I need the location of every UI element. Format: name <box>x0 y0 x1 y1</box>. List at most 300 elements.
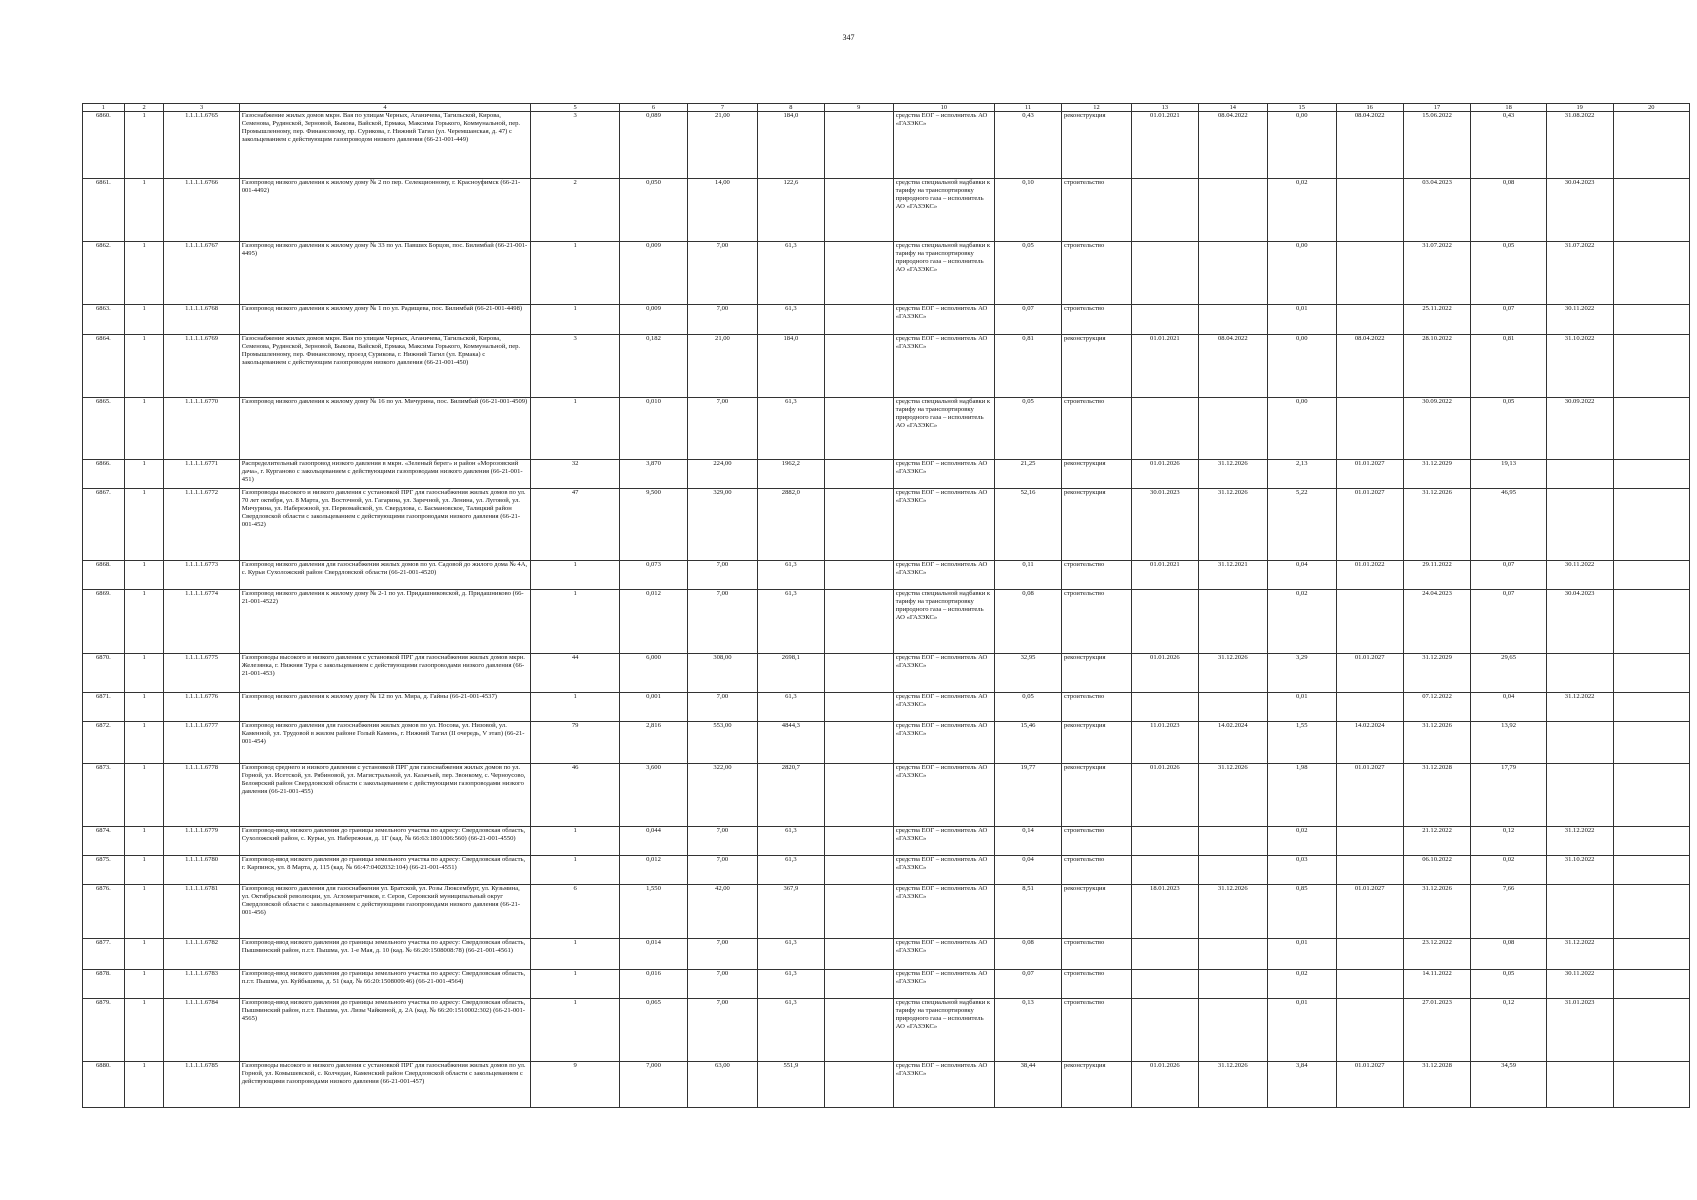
cell-7: 7,00 <box>687 590 757 654</box>
cell-18: 0,05 <box>1471 398 1546 460</box>
cell-19: 31.10.2022 <box>1546 335 1613 398</box>
cell-17: 31.12.2029 <box>1403 654 1471 693</box>
cell-8: 61,3 <box>757 590 824 654</box>
column-header-8: 8 <box>757 104 824 112</box>
cell-14: 31.12.2026 <box>1198 654 1267 693</box>
funding-source-cell: средства ЕОГ – исполнитель АО «ГАЗЭКС» <box>893 722 994 764</box>
cell-6: 0,089 <box>620 112 688 179</box>
cell-19: 30.09.2022 <box>1546 398 1613 460</box>
group-cell: 1 <box>124 305 164 335</box>
row-number-cell: 6878. <box>83 970 125 999</box>
cell-14: 08.04.2022 <box>1198 112 1267 179</box>
funding-source-cell: средства ЕОГ – исполнитель АО «ГАЗЭКС» <box>893 489 994 561</box>
cell-18: 13,92 <box>1471 722 1546 764</box>
cell-19: 31.12.2022 <box>1546 693 1613 722</box>
cell-17: 31.12.2029 <box>1403 460 1471 489</box>
cell-18: 19,13 <box>1471 460 1546 489</box>
cell-8: 61,3 <box>757 693 824 722</box>
cell-5: 1 <box>531 561 620 590</box>
cell-9 <box>824 856 893 885</box>
cell-8: 1962,2 <box>757 460 824 489</box>
cell-13: 11.01.2023 <box>1131 722 1198 764</box>
cell-19: 31.10.2022 <box>1546 856 1613 885</box>
cell-13: 01.01.2021 <box>1131 335 1198 398</box>
cell-8: 184,0 <box>757 112 824 179</box>
funding-source-cell: средства ЕОГ – исполнитель АО «ГАЗЭКС» <box>893 970 994 999</box>
row-number-cell: 6872. <box>83 722 125 764</box>
cell-7: 42,00 <box>687 885 757 939</box>
cell-9 <box>824 561 893 590</box>
cell-9 <box>824 693 893 722</box>
column-header-18: 18 <box>1471 104 1546 112</box>
cell-19: 30.11.2022 <box>1546 970 1613 999</box>
work-type-cell: строительство <box>1061 398 1131 460</box>
cell-16: 01.01.2027 <box>1336 1062 1403 1108</box>
project-name-cell: Газопровод среднего и низкого давления с установкой ПРГ для газоснабжения жилых домов по ул. Горной, ул. Исетской, ул. Рябиновой, ул. Магистральной, ул. Казачьей, пер. Звонкому, с. Черноусово, Белоярский район Свердловской области с закольцеванием с действующими газопроводами низкого давления (66-21-001-455) <box>239 764 531 827</box>
cell-13: 30.01.2023 <box>1131 489 1198 561</box>
cell-17: 31.12.2028 <box>1403 1062 1471 1108</box>
cell-7: 7,00 <box>687 939 757 970</box>
work-type-cell: реконструкция <box>1061 460 1131 489</box>
cell-16 <box>1336 827 1403 856</box>
cell-9 <box>824 722 893 764</box>
cell-9 <box>824 970 893 999</box>
funding-source-cell: средства ЕОГ – исполнитель АО «ГАЗЭКС» <box>893 305 994 335</box>
cell-20 <box>1613 590 1689 654</box>
cell-17: 31.12.2026 <box>1403 489 1471 561</box>
cell-5: 1 <box>531 590 620 654</box>
cell-14 <box>1198 693 1267 722</box>
cell-5: 9 <box>531 1062 620 1108</box>
cell-5: 1 <box>531 242 620 305</box>
work-type-cell: строительство <box>1061 305 1131 335</box>
work-type-cell: реконструкция <box>1061 722 1131 764</box>
cell-9 <box>824 590 893 654</box>
project-name-cell: Газопровод-ввод низкого давления до границы земельного участка по адресу: Свердловская область, Пышминский район, п.г.т. Пышма, ул. 1-е Мая, д. 10 (кад. № 66:20:1508008:78) (66-21-001-4561) <box>239 939 531 970</box>
cell-13 <box>1131 856 1198 885</box>
code-cell: 1.1.1.1.6774 <box>164 590 239 654</box>
cell-11: 15,46 <box>995 722 1062 764</box>
work-type-cell: строительство <box>1061 856 1131 885</box>
cell-15: 1,98 <box>1267 764 1336 827</box>
cell-15: 0,01 <box>1267 305 1336 335</box>
cell-13: 01.01.2021 <box>1131 112 1198 179</box>
cell-19 <box>1546 489 1613 561</box>
code-cell: 1.1.1.1.6781 <box>164 885 239 939</box>
code-cell: 1.1.1.1.6772 <box>164 489 239 561</box>
cell-6: 0,010 <box>620 398 688 460</box>
cell-14 <box>1198 827 1267 856</box>
project-name-cell: Газопровод низкого давления для газоснабжения жилых домов по ул. Носова, ул. Низовой, ул. Каменной, ул. Трудовой в жилом районе Голый Камень, г. Нижний Тагил (II очередь, V этап) (66-21-001-454) <box>239 722 531 764</box>
cell-14: 31.12.2021 <box>1198 561 1267 590</box>
funding-source-cell: средства специальной надбавки к тарифу на транспортировку природного газа – исполнитель АО «ГАЗЭКС» <box>893 999 994 1062</box>
code-cell: 1.1.1.1.6773 <box>164 561 239 590</box>
column-header-11: 11 <box>995 104 1062 112</box>
cell-13: 01.01.2026 <box>1131 460 1198 489</box>
cell-7: 553,00 <box>687 722 757 764</box>
cell-7: 308,00 <box>687 654 757 693</box>
cell-6: 0,012 <box>620 856 688 885</box>
cell-8: 122,6 <box>757 179 824 242</box>
group-cell: 1 <box>124 764 164 827</box>
table-row <box>83 1062 1690 1108</box>
cell-9 <box>824 885 893 939</box>
group-cell: 1 <box>124 722 164 764</box>
row-number-cell: 6863. <box>83 305 125 335</box>
cell-6: 0,012 <box>620 590 688 654</box>
funding-source-cell: средства специальной надбавки к тарифу на транспортировку природного газа – исполнитель АО «ГАЗЭКС» <box>893 179 994 242</box>
cell-18: 0,04 <box>1471 693 1546 722</box>
cell-6: 3,600 <box>620 764 688 827</box>
cell-18: 0,02 <box>1471 856 1546 885</box>
cell-18: 0,81 <box>1471 335 1546 398</box>
cell-11: 0,11 <box>995 561 1062 590</box>
cell-5: 2 <box>531 179 620 242</box>
column-header-16: 16 <box>1336 104 1403 112</box>
cell-14: 31.12.2026 <box>1198 885 1267 939</box>
cell-13 <box>1131 179 1198 242</box>
work-type-cell: реконструкция <box>1061 1062 1131 1108</box>
funding-source-cell: средства ЕОГ – исполнитель АО «ГАЗЭКС» <box>893 939 994 970</box>
cell-16 <box>1336 970 1403 999</box>
cell-14 <box>1198 305 1267 335</box>
table-row <box>83 970 1690 999</box>
cell-16: 01.01.2022 <box>1336 561 1403 590</box>
cell-19 <box>1546 1062 1613 1108</box>
cell-9 <box>824 764 893 827</box>
cell-5: 1 <box>531 827 620 856</box>
cell-19: 31.12.2022 <box>1546 939 1613 970</box>
cell-18: 0,05 <box>1471 242 1546 305</box>
cell-11: 0,07 <box>995 970 1062 999</box>
table-row <box>83 489 1690 561</box>
cell-20 <box>1613 460 1689 489</box>
row-number-cell: 6875. <box>83 856 125 885</box>
cell-14: 31.12.2026 <box>1198 764 1267 827</box>
project-name-cell: Газопровод-ввод низкого давления до границы земельного участка по адресу: Свердловская область, п.г.т. Пышма, ул. Куйбышева, д. 51 (кад. № 66:20:1508009:46) (66-21-001-4564) <box>239 970 531 999</box>
cell-5: 47 <box>531 489 620 561</box>
project-name-cell: Газопровод низкого давления к жилому дому № 33 по ул. Павших Борцов, пос. Билимбай (66-21-001-4495) <box>239 242 531 305</box>
column-header-5: 5 <box>531 104 620 112</box>
column-header-4: 4 <box>239 104 531 112</box>
table-row <box>83 722 1690 764</box>
cell-8: 184,0 <box>757 335 824 398</box>
column-header-14: 14 <box>1198 104 1267 112</box>
code-cell: 1.1.1.1.6779 <box>164 827 239 856</box>
row-number-cell: 6866. <box>83 460 125 489</box>
cell-5: 32 <box>531 460 620 489</box>
group-cell: 1 <box>124 693 164 722</box>
work-type-cell: реконструкция <box>1061 764 1131 827</box>
column-header-6: 6 <box>620 104 688 112</box>
row-number-cell: 6870. <box>83 654 125 693</box>
cell-20 <box>1613 693 1689 722</box>
cell-20 <box>1613 764 1689 827</box>
cell-16 <box>1336 999 1403 1062</box>
cell-19: 30.04.2023 <box>1546 590 1613 654</box>
work-type-cell: строительство <box>1061 561 1131 590</box>
cell-20 <box>1613 1062 1689 1108</box>
cell-13: 01.01.2021 <box>1131 561 1198 590</box>
cell-16 <box>1336 856 1403 885</box>
project-name-cell: Газопровод-ввод низкого давления до границы земельного участка по адресу: Свердловская область, г. Карпинск, ул. 8 Марта, д. 115 (кад. № 66:47:0402032:104) (66-21-001-4551) <box>239 856 531 885</box>
cell-8: 61,3 <box>757 856 824 885</box>
column-header-19: 19 <box>1546 104 1613 112</box>
row-number-cell: 6867. <box>83 489 125 561</box>
cell-5: 1 <box>531 305 620 335</box>
group-cell: 1 <box>124 654 164 693</box>
cell-19 <box>1546 654 1613 693</box>
cell-19: 31.08.2022 <box>1546 112 1613 179</box>
code-cell: 1.1.1.1.6782 <box>164 939 239 970</box>
cell-6: 0,014 <box>620 939 688 970</box>
work-type-cell: строительство <box>1061 179 1131 242</box>
cell-7: 21,00 <box>687 112 757 179</box>
page-number: 347 <box>842 33 855 42</box>
cell-14 <box>1198 999 1267 1062</box>
cell-8: 61,3 <box>757 242 824 305</box>
cell-14: 31.12.2026 <box>1198 460 1267 489</box>
funding-source-cell: средства специальной надбавки к тарифу на транспортировку природного газа – исполнитель АО «ГАЗЭКС» <box>893 590 994 654</box>
group-cell: 1 <box>124 398 164 460</box>
cell-18: 0,08 <box>1471 179 1546 242</box>
table-header <box>83 104 1690 112</box>
table-row <box>83 561 1690 590</box>
cell-8: 61,3 <box>757 999 824 1062</box>
cell-20 <box>1613 722 1689 764</box>
cell-11: 0,05 <box>995 693 1062 722</box>
project-name-cell: Газопровод низкого давления к жилому дому № 2-1 по ул. Придашниковской, д. Придашниково (66-21-001-4522) <box>239 590 531 654</box>
cell-16 <box>1336 305 1403 335</box>
cell-16: 01.01.2027 <box>1336 460 1403 489</box>
row-number-cell: 6860. <box>83 112 125 179</box>
cell-19 <box>1546 722 1613 764</box>
cell-20 <box>1613 970 1689 999</box>
cell-7: 63,00 <box>687 1062 757 1108</box>
cell-9 <box>824 398 893 460</box>
row-number-cell: 6869. <box>83 590 125 654</box>
project-name-cell: Газопроводы высокого и низкого давления с установкой ПРГ для газоснабжения жилых домов мкрн. Железянка, г. Нижняя Тура с закольцеванием с действующими газопроводами низкого давления (66-21-001-453) <box>239 654 531 693</box>
cell-17: 15.06.2022 <box>1403 112 1471 179</box>
cell-11: 52,16 <box>995 489 1062 561</box>
investment-program-table <box>82 103 1690 1108</box>
cell-16 <box>1336 242 1403 305</box>
cell-18: 7,66 <box>1471 885 1546 939</box>
group-cell: 1 <box>124 1062 164 1108</box>
column-header-20: 20 <box>1613 104 1689 112</box>
cell-16: 01.01.2027 <box>1336 489 1403 561</box>
table-row <box>83 827 1690 856</box>
cell-6: 0,065 <box>620 999 688 1062</box>
column-header-15: 15 <box>1267 104 1336 112</box>
cell-6: 6,000 <box>620 654 688 693</box>
code-cell: 1.1.1.1.6770 <box>164 398 239 460</box>
cell-8: 4844,3 <box>757 722 824 764</box>
cell-20 <box>1613 242 1689 305</box>
work-type-cell: строительство <box>1061 970 1131 999</box>
group-cell: 1 <box>124 561 164 590</box>
code-cell: 1.1.1.1.6767 <box>164 242 239 305</box>
cell-7: 7,00 <box>687 242 757 305</box>
cell-18: 0,07 <box>1471 305 1546 335</box>
work-type-cell: реконструкция <box>1061 335 1131 398</box>
cell-16 <box>1336 693 1403 722</box>
cell-18: 34,59 <box>1471 1062 1546 1108</box>
funding-source-cell: средства ЕОГ – исполнитель АО «ГАЗЭКС» <box>893 460 994 489</box>
cell-13 <box>1131 939 1198 970</box>
cell-15: 3,84 <box>1267 1062 1336 1108</box>
cell-13: 01.01.2026 <box>1131 1062 1198 1108</box>
cell-6: 2,816 <box>620 722 688 764</box>
column-header-12: 12 <box>1061 104 1131 112</box>
row-number-cell: 6868. <box>83 561 125 590</box>
cell-15: 0,01 <box>1267 939 1336 970</box>
column-header-13: 13 <box>1131 104 1198 112</box>
code-cell: 1.1.1.1.6778 <box>164 764 239 827</box>
code-cell: 1.1.1.1.6783 <box>164 970 239 999</box>
funding-source-cell: средства ЕОГ – исполнитель АО «ГАЗЭКС» <box>893 1062 994 1108</box>
cell-20 <box>1613 179 1689 242</box>
cell-14 <box>1198 590 1267 654</box>
cell-15: 5,22 <box>1267 489 1336 561</box>
work-type-cell: реконструкция <box>1061 489 1131 561</box>
cell-18: 0,43 <box>1471 112 1546 179</box>
cell-7: 7,00 <box>687 970 757 999</box>
table-row <box>83 590 1690 654</box>
cell-15: 0,02 <box>1267 827 1336 856</box>
cell-9 <box>824 489 893 561</box>
cell-6: 0,182 <box>620 335 688 398</box>
cell-20 <box>1613 856 1689 885</box>
cell-18: 0,12 <box>1471 827 1546 856</box>
cell-8: 367,9 <box>757 885 824 939</box>
cell-17: 29.11.2022 <box>1403 561 1471 590</box>
table-row <box>83 939 1690 970</box>
cell-13: 18.01.2023 <box>1131 885 1198 939</box>
cell-7: 7,00 <box>687 693 757 722</box>
project-name-cell: Газопровод-ввод низкого давления до границы земельного участка по адресу: Свердловская область, Сухоложский район, с. Курьи, ул. Набережная, д. 1Г (кад. № 66:63:1801006:560) (66-21-001-4550) <box>239 827 531 856</box>
code-cell: 1.1.1.1.6766 <box>164 179 239 242</box>
funding-source-cell: средства ЕОГ – исполнитель АО «ГАЗЭКС» <box>893 335 994 398</box>
cell-5: 3 <box>531 112 620 179</box>
cell-5: 44 <box>531 654 620 693</box>
cell-7: 7,00 <box>687 999 757 1062</box>
cell-5: 1 <box>531 970 620 999</box>
work-type-cell: реконструкция <box>1061 885 1131 939</box>
project-name-cell: Газопровод низкого давления к жилому дому № 12 по ул. Мира, д. Гайны (66-21-001-4537) <box>239 693 531 722</box>
cell-16: 01.01.2027 <box>1336 885 1403 939</box>
cell-9 <box>824 1062 893 1108</box>
cell-17: 06.10.2022 <box>1403 856 1471 885</box>
cell-16 <box>1336 590 1403 654</box>
cell-20 <box>1613 398 1689 460</box>
cell-7: 21,00 <box>687 335 757 398</box>
cell-15: 0,02 <box>1267 970 1336 999</box>
group-cell: 1 <box>124 590 164 654</box>
funding-source-cell: средства специальной надбавки к тарифу на транспортировку природного газа – исполнитель АО «ГАЗЭКС» <box>893 398 994 460</box>
cell-11: 0,05 <box>995 398 1062 460</box>
cell-20 <box>1613 305 1689 335</box>
row-number-cell: 6876. <box>83 885 125 939</box>
cell-14 <box>1198 179 1267 242</box>
cell-17: 31.07.2022 <box>1403 242 1471 305</box>
cell-19 <box>1546 460 1613 489</box>
cell-20 <box>1613 999 1689 1062</box>
cell-18: 29,65 <box>1471 654 1546 693</box>
row-number-cell: 6871. <box>83 693 125 722</box>
cell-18: 0,05 <box>1471 970 1546 999</box>
project-name-cell: Газопроводы высокого и низкого давления с установкой ПРГ для газоснабжения жилых домов по ул. Горной, ул. Комышевской, с. Колчедан, Каменский район Свердловской области с закольцеванием с действующими газопроводами низкого давления (66-21-001-457) <box>239 1062 531 1108</box>
cell-15: 0,01 <box>1267 693 1336 722</box>
cell-14 <box>1198 242 1267 305</box>
cell-20 <box>1613 489 1689 561</box>
cell-8: 61,3 <box>757 398 824 460</box>
cell-7: 7,00 <box>687 398 757 460</box>
cell-7: 7,00 <box>687 561 757 590</box>
cell-17: 21.12.2022 <box>1403 827 1471 856</box>
project-name-cell: Газопровод низкого давления для газоснабжения ул. Братской, ул. Розы Люксембург, ул. Кузьмина, ул. Октябрьской революции, ул. Агломератчиков, г. Серов, Серовский муниципальный округ Свердловской области с закольцеванием с действующими газопроводами низкого давления (66-21-001-456) <box>239 885 531 939</box>
cell-13 <box>1131 590 1198 654</box>
cell-13 <box>1131 398 1198 460</box>
funding-source-cell: средства ЕОГ – исполнитель АО «ГАЗЭКС» <box>893 856 994 885</box>
row-number-cell: 6880. <box>83 1062 125 1108</box>
cell-11: 38,44 <box>995 1062 1062 1108</box>
group-cell: 1 <box>124 242 164 305</box>
cell-13 <box>1131 999 1198 1062</box>
cell-6: 0,044 <box>620 827 688 856</box>
cell-14 <box>1198 939 1267 970</box>
cell-5: 1 <box>531 856 620 885</box>
cell-16 <box>1336 398 1403 460</box>
column-header-2: 2 <box>124 104 164 112</box>
cell-7: 7,00 <box>687 305 757 335</box>
cell-6: 3,870 <box>620 460 688 489</box>
cell-16 <box>1336 179 1403 242</box>
cell-7: 224,00 <box>687 460 757 489</box>
cell-8: 2820,7 <box>757 764 824 827</box>
cell-7: 7,00 <box>687 856 757 885</box>
cell-16 <box>1336 939 1403 970</box>
column-header-3: 3 <box>164 104 239 112</box>
cell-9 <box>824 827 893 856</box>
table-row <box>83 885 1690 939</box>
cell-19 <box>1546 885 1613 939</box>
cell-8: 2882,0 <box>757 489 824 561</box>
cell-17: 07.12.2022 <box>1403 693 1471 722</box>
cell-7: 322,00 <box>687 764 757 827</box>
cell-9 <box>824 112 893 179</box>
cell-14 <box>1198 398 1267 460</box>
funding-source-cell: средства ЕОГ – исполнитель АО «ГАЗЭКС» <box>893 827 994 856</box>
cell-11: 0,05 <box>995 242 1062 305</box>
cell-14 <box>1198 970 1267 999</box>
cell-6: 0,073 <box>620 561 688 590</box>
cell-11: 0,81 <box>995 335 1062 398</box>
cell-15: 0,03 <box>1267 856 1336 885</box>
cell-17: 24.04.2023 <box>1403 590 1471 654</box>
cell-17: 25.11.2022 <box>1403 305 1471 335</box>
cell-19: 31.01.2023 <box>1546 999 1613 1062</box>
cell-7: 14,00 <box>687 179 757 242</box>
code-cell: 1.1.1.1.6780 <box>164 856 239 885</box>
table-body <box>83 112 1690 1108</box>
cell-6: 1,550 <box>620 885 688 939</box>
table-row <box>83 179 1690 242</box>
group-cell: 1 <box>124 179 164 242</box>
group-cell: 1 <box>124 827 164 856</box>
cell-11: 32,95 <box>995 654 1062 693</box>
code-cell: 1.1.1.1.6768 <box>164 305 239 335</box>
